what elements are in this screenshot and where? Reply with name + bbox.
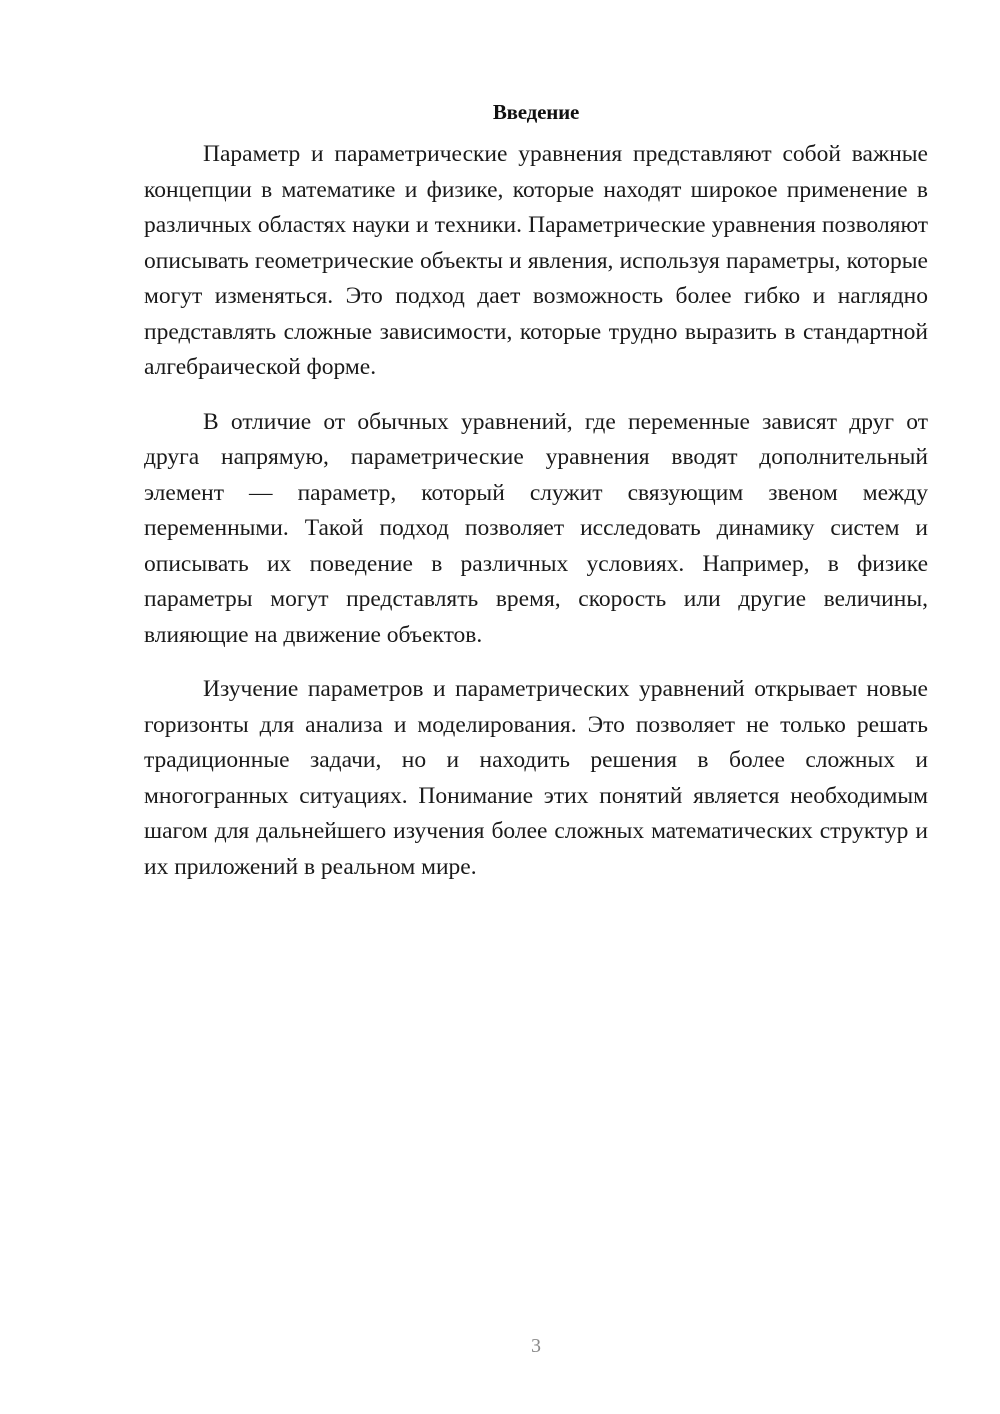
page-number: 3: [531, 1335, 541, 1357]
page-content: [144, 94, 928, 885]
paragraph-study-significance: Изучение параметров и параметрических уравнений открывает новые горизонты для анализа и моделирования. Это позволяет не только решать традиционные задачи, но и находить решения в более сложных и многогранных ситуациях. Понимание этих понятий является необходимым шагом для дальнейшего изучения более сложных математических структур и их приложений в реальном мире.: [144, 676, 928, 880]
paragraph-parametric-vs-ordinary: В отличие от обычных уравнений, где переменные зависят друг от друга напрямую, параметрические уравнения вводят дополнительный элемент — параметр, который служит связующим звеном между переменными. Такой подход позволяет исследовать динамику систем и описывать их поведение в различных условиях. Например, в физике параметры могут представлять время, скорость или другие величины, влияющие на движение объектов.: [144, 408, 928, 648]
section-title: Введение: [492, 100, 580, 124]
paragraph-intro: Параметр и параметрические уравнения представляют собой важные концепции в математике и физике, которые находят широкое применение в различных областях науки и техники. Параметрические уравнения позволяют описывать геометрические объекты и явления, используя параметры, которые могут изменяться. Это подход дает возможность более гибко и наглядно представлять сложные зависимости, которые трудно выразить в стандартной алгебраической форме.: [144, 141, 928, 380]
